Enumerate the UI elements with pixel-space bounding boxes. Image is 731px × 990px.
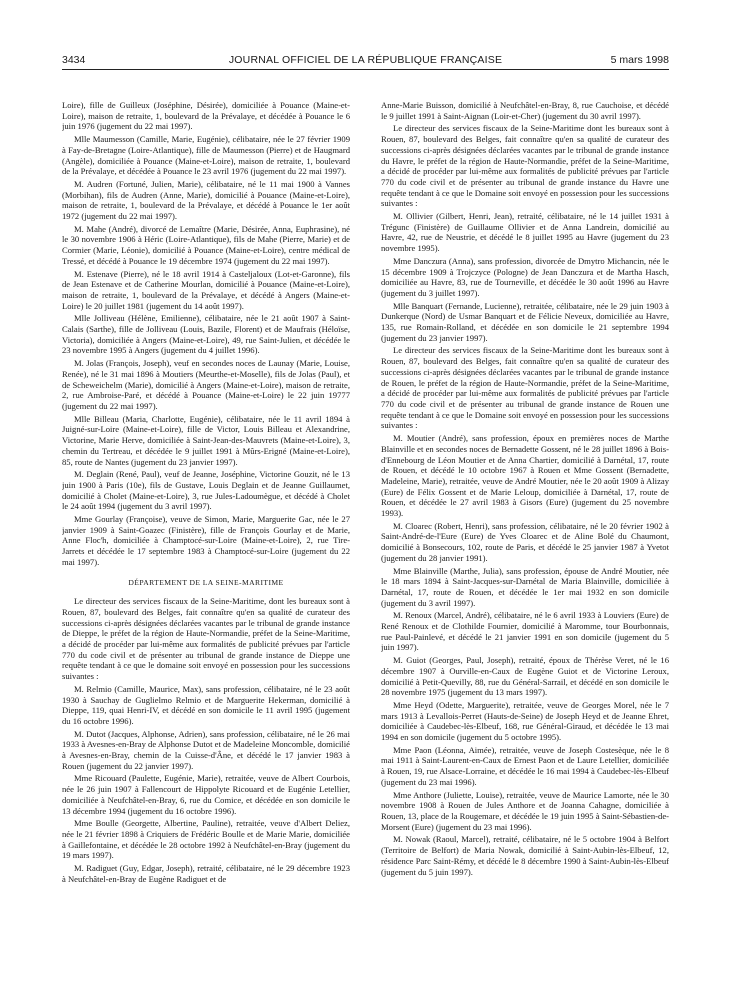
notice-paragraph: M. Moutier (André), sans profession, époux en premières noces de Marthe Blainville et en secondes noces de Bernadette Gossent, né le 28 juillet 1896 à Bois-d'Ennebourg de Léon Moutier et de Anna Chartier, domicilié à Darnétal, 17, route de Rouen, et décédé le 10 octobre 1967 à Rouen et Mme Gossent (Bernadette, Madeleine, Marie), retraitée, veuve de André Moutier, née le 20 août 1909 à Alizay (Eure) de Félix Gossent et de Marie Leloup, domiciliée à Darnétal, 17, route de Rouen, et décédée le 27 avril 1983 à Gisors (Eure) (jugement du 25 novembre 1993). [381, 433, 669, 519]
notice-paragraph: M. Deglain (René, Paul), veuf de Jeanne, Joséphine, Victorine Gouzit, né le 13 juin 1900 à Paris (10e), fils de Gustave, Louis Deglain et de Jeanne Guillaumet, domicilié à Cholet (Maine-et-Loire), 3, rue Jules-Ladoumègue, et décédé à Cholet le 24 août 1994 (jugement du 3 avril 1997). [62, 469, 350, 512]
department-heading: DÉPARTEMENT DE LA SEINE-MARITIME [128, 577, 284, 587]
notice-paragraph: M. Guiot (Georges, Paul, Joseph), retraité, époux de Thérèse Veret, né le 16 décembre 1907 à Ourville-en-Caux de Eugène Guiot et de Victorine Leroux, domicilié à Petit-Quevilly, 88, rue du Général-Sarrail, et décédé en son domicile le 28 novembre 1975 (jugement du 13 mars 1997). [381, 655, 669, 698]
notice-paragraph: Mme Anthore (Juliette, Louise), retraitée, veuve de Maurice Lamorte, née le 30 novembre 1908 à Rouen de Jules Anthore et de Joanna Cahagne, domiciliée à Rouen, 13, place de la Rougemare, et décédée le 19 juin 1995 à Saint-Sébastien-de-Morsent (Eure) (jugement du 23 mai 1996). [381, 789, 669, 832]
notice-paragraph: Mme Paon (Léonna, Aimée), retraitée, veuve de Joseph Costesèque, née le 8 mai 1911 à Saint-Laurent-en-Caux de Ernest Paon et de Laure Letellier, domiciliée à Rouen, 19, rue Alsace-Lorraine, et décédée le 16 mai 1994 à Caudebec-lès-Elbeuf (jugement du 23 mai 1996). [381, 744, 669, 787]
notice-paragraph: Mlle Maumesson (Camille, Marie, Eugénie), célibataire, née le 27 février 1909 à Fay-de-Bretagne (Loire-Atlantique), fille de Maumesson (Pierre) et de Haugmard (Angèle), domiciliée à Pouance (Maine-et-Loire), maison de retraite, 1, boulevard de la Prévalaye, et décédée à Pouance le 23 avril 1976 (jugement du 22 mai 1997). [62, 134, 350, 177]
notice-paragraph: Mme Gourlay (Françoise), veuve de Simon, Marie, Marguerite Gac, née le 27 janvier 1909 à Saint-Goazec (Finistère), fille de François Gourlay et de Marie, Anne Floc'h, domiciliée à Champtocé-sur-Loire (Maine-et-Loire), 2, rue Tire-Jarrets et décédée le 17 septembre 1983 à Champtocé-sur-Loire (jugement du 22 mai 1997). [62, 514, 350, 567]
notice-paragraph: M. Nowak (Raoul, Marcel), retraité, célibataire, né le 5 octobre 1904 à Belfort (Territoire de Belfort) de Maria Nowak, domicilié à Saint-Aubin-lès-Elbeuf, 12, résidence Parc Saint-Rémy, et décédé le 8 décembre 1990 à Saint-Aubin-lès-Elbeuf (jugement du 5 juin 1997). [381, 834, 669, 877]
notice-paragraph: M. Renoux (Marcel, André), célibataire, né le 6 avril 1933 à Louviers (Eure) de René Renoux et de Clothilde Fournier, domicilié à Maromme, tour Bourbonnais, rue Paul-Painlevé, et décédé le 21 janvier 1991 en son domicile (jugement du 5 juin 1997). [381, 610, 669, 653]
right-column [381, 100, 669, 970]
notice-paragraph: M. Audren (Fortuné, Julien, Marie), célibataire, né le 11 mai 1900 à Vannes (Morbihan), fils de Audren (Anne, Marie), domicilié à Pouance (Maine-et-Loire), maison de retraite, 1, boulevard de la Prévalaye, et décédé à Pouance le 1er août 1972 (jugement du 22 mai 1997). [62, 178, 350, 222]
notice-paragraph: Le directeur des services fiscaux de la Seine-Maritime, dont les bureaux sont à Rouen, 87, boulevard des Belges, fait connaître qu'en sa qualité de curateur des successions ci-après désignées déclarées vacantes par le tribunal de grande instance de Dieppe, le préfet de la région de Haute-Normandie, préfet de la Seine-Maritime, a décidé de procéder par lui-même aux formalités de publicité prévues par l'article 770 du code civil et de présenter au tribunal de grande instance de Dieppe une requête tendant à ce que le domaine soit envoyé en possession pour les successions suivantes : [62, 596, 350, 682]
notice-paragraph: Mlle Banquart (Fernande, Lucienne), retraitée, célibataire, née le 29 juin 1903 à Dunkerque (Nord) de Usmar Banquart et de Félicie Neveux, domiciliée au Havre, 135, rue Romain-Rolland, et décédée en son domicile le 21 septembre 1994 (jugement du 23 janvier 1997). [381, 300, 669, 343]
notice-paragraph: M. Radiguet (Guy, Edgar, Joseph), retraité, célibataire, né le 29 décembre 1923 à Neufchâtel-en-Bray de Eugène Radiguet et de [62, 863, 350, 884]
notice-paragraph: Mlle Jolliveau (Hélène, Emilienne), célibataire, née le 21 août 1907 à Saint-Calais (Sarthe), fille de Jolliveau (Louis, Bazile, Florent) et de Maufrais (Héloïse, Victoria), domiciliée à Angers (Maine-et-Loire), 49, rue Saint-Julien, et décédée le 23 novembre 1995 à Angers (jugement du 4 juillet 1996). [62, 313, 350, 356]
notice-paragraph: M. Cloarec (Robert, Henri), sans profession, célibataire, né le 20 février 1902 à Saint-André-de-l'Eure (Eure) de Yves Cloarec et de Aline Bolé du Chaumont, domicilié à Bonsecours, 102, route de Paris, et décédé le 25 janvier 1987 à Yvetot (jugement du 28 janvier 1991). [381, 520, 669, 563]
notice-paragraph: Mme Boulle (Georgette, Albertine, Pauline), retraitée, veuve d'Albert Deliez, née le 21 février 1898 à Criquiers de Frédéric Boulle et de Marie Marie, domiciliée à Gaillefontaine, et décédée le 28 octobre 1992 à Neufchâtel-en-Bray (jugement du 19 mars 1997). [62, 818, 350, 861]
notice-paragraph: Mme Ricouard (Paulette, Eugénie, Marie), retraitée, veuve de Albert Courbois, née le 26 juin 1907 à Fallencourt de Hippolyte Ricouard et de Eugénie Letellier, domiciliée à Neufchâtel-en-Bray, 6, rue du Comice, et décédée en son domicile le 13 décembre 1994 (jugement du 16 octobre 1996). [62, 773, 350, 816]
notice-paragraph: Mme Danczura (Anna), sans profession, divorcée de Dmytro Michancin, née le 15 décembre 1909 à Trojczyce (Pologne) de Jean Danczura et de Martha Hasch, domiciliée au Havre, 83, rue de Tourneville, et décédée le 30 août 1996 au Havre (jugement du 3 juillet 1997). [381, 255, 669, 298]
notice-paragraph: M. Estenave (Pierre), né le 18 avril 1914 à Casteljaloux (Lot-et-Garonne), fils de Jean Estenave et de Catherine Mourlan, domicilié à Pouance (Maine-et-Loire), maison de retraite, 1, boulevard de la Prévalaye, et décédé à Angers (Maine-et-Loire) le 20 juillet 1981 (jugement du 14 août 1997). [62, 268, 350, 311]
notice-paragraph: Anne-Marie Buisson, domicilié à Neufchâtel-en-Bray, 8, rue Cauchoise, et décédé le 9 juillet 1991 à Saint-Aignan (Loir-et-Cher) (jugement du 30 avril 1997). [381, 100, 669, 121]
notice-paragraph: Mlle Billeau (Maria, Charlotte, Eugénie), célibataire, née le 11 avril 1894 à Juigné-sur-Loire (Maine-et-Loire), fille de Victor, Louis Billeau et Alexandrine, Victorine, Marie Herve, domiciliée à Saint-Jean-des-Mauvrets (Maine-et-Loire), 3, chemin du Tertreau, et décédée le 9 juillet 1991 à Mûrs-Erigné (Maine-et-Loire), 85, route de Nantes (jugement du 23 janvier 1997). [62, 413, 350, 467]
notice-paragraph: M. Ollivier (Gilbert, Henri, Jean), retraité, célibataire, né le 14 juillet 1931 à Trégunc (Finistère) de Guillaume Ollivier et de Anna Landrein, domicilié au Havre, 42, rue de Neustrie, et décédé le 8 juillet 1995 au Havre (jugement du 23 novembre 1995). [381, 211, 669, 254]
page-header [62, 54, 669, 70]
notice-paragraph: Le directeur des services fiscaux de la Seine-Maritime dont les bureaux sont à Rouen, 87, boulevard des Belges, fait connaître qu'en sa qualité de curateur des successions ci-après désignées déclarées vacantes par le tribunal de grande instance de Rouen, le préfet de la région de Haute-Normandie, préfet de la Seine-Maritime, a décidé de procéder par lui-même aux formalités de publicité prévues par l'article 770 du code civil et de présenter au tribunal de grande instance de Rouen une requête tendant à ce que le Domaine soit envoyé en possession pour les successions suivantes : [381, 345, 669, 431]
notice-paragraph: M. Dutot (Jacques, Alphonse, Adrien), sans profession, célibataire, né le 26 mai 1933 à Avesnes-en-Bray de Alphonse Dutot et de Madeleine Moncomble, domicilié à Avesnes-en-Bray, chemin de la Cuisse-d'Âne, et décédé le 17 janvier 1983 à Rouen (jugement du 22 janvier 1997). [62, 728, 350, 771]
issue-date: 5 mars 1998 [610, 54, 669, 66]
notice-paragraph: Le directeur des services fiscaux de la Seine-Maritime dont les bureaux sont à Rouen, 87, boulevard des Belges, fait connaître qu'en sa qualité de curateur des successions ci-après désignées déclarées vacantes par le tribunal de grande instance du Havre, le préfet de la région de Haute-Normandie, préfet de la Seine-Maritime, a décidé de procéder par lui-même aux formalités de publicité prévues par l'article 770 du code civil et de présenter au tribunal de grande instance du Havre une requête tendant à ce que le Domaine soit envoyé en possession pour les successions suivantes : [381, 123, 669, 209]
notice-paragraph: M. Mahe (André), divorcé de Lemaître (Marie, Désirée, Anna, Euphrasine), né le 30 novembre 1906 à Héric (Loire-Atlantique), fils de Mahe (Pierre, Marie) et de Cormier (Marie, Léonie), domicilié à Pouance (Maine-et-Loire), centre médical de Tressé, et décédé à Pouance le 19 décembre 1974 (jugement du 22 mai 1997). [62, 223, 350, 266]
notice-paragraph: M. Relmio (Camille, Maurice, Max), sans profession, célibataire, né le 23 août 1930 à Sauchay de Guglielmo Relmio et de Marguerite Hekerman, domicilié à Dieppe, 119, quai Henri-IV, et décédé en son domicile le 11 avril 1995 (jugement du 16 octobre 1996). [62, 683, 350, 726]
page-number: 3434 [62, 54, 86, 66]
left-column [62, 100, 350, 970]
header-rule [62, 69, 669, 70]
notice-paragraph: M. Jolas (François, Joseph), veuf en secondes noces de Launay (Marie, Louise, Renée), né le 31 mai 1896 à Moutiers (Meurthe-et-Moselle), fils de Jolas (Paul), et de Scheweichelm (Marie), domicilié à Angers (Maine-et-Loire), maison de retraite, 2, rue Ambroise-Paré, et décédé à Pouance (Maine-et-Loire) le 22 juin 19777 (jugement du 22 mai 1997). [62, 358, 350, 411]
notice-paragraph: Loire), fille de Guilleux (Joséphine, Désirée), domiciliée à Pouance (Maine-et-Loire), maison de retraite, 1, boulevard de la Prévalaye, et décédée à Pouance le 6 juin 1976 (jugement du 22 mai 1997). [62, 100, 350, 132]
notice-paragraph: Mme Heyd (Odette, Marguerite), retraitée, veuve de Georges Morel, née le 7 mars 1913 à Levallois-Perret (Hauts-de-Seine) de Joseph Heyd et de Jeanne Ehret, domiciliée à Caudebec-lès-Elbeuf, 168, rue Général-Giraud, et décédée le 13 mai 1994 en son domicile (jugement du 5 octobre 1995). [381, 699, 669, 743]
notice-paragraph: Mme Blainville (Marthe, Julia), sans profession, épouse de André Moutier, née le 18 mars 1894 à Saint-Jacques-sur-Darnétal de Maria Blainville, domiciliée à Darnétal, 17, route de Rouen, et décédée le 1er mai 1932 en son domicile (jugement du 3 avril 1997). [381, 565, 669, 608]
journal-title: JOURNAL OFFICIEL DE LA RÉPUBLIQUE FRANÇAISE [228, 54, 503, 66]
